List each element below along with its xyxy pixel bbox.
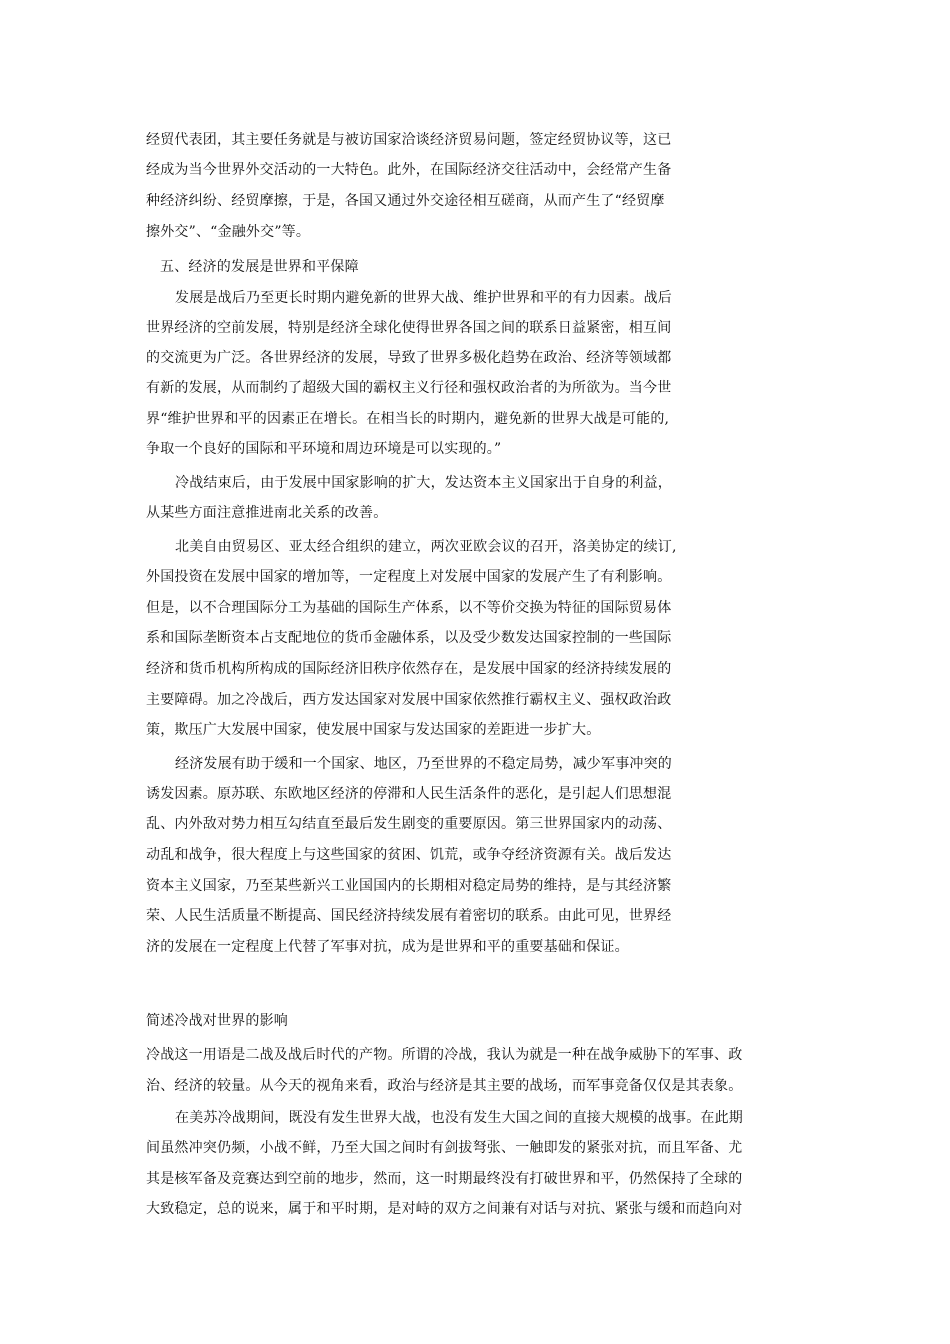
paragraph-line: 发展是战后乃至更长时期内避免新的世界大战、维护世界和平的有力因素。战后 (175, 290, 672, 306)
paragraph-line: 经济和货币机构所构成的国际经济旧秩序依然存在，是发展中国家的经济持续发展的 (146, 661, 672, 677)
paragraph-line: 在美苏冷战期间，既没有发生世界大战，也没有发生大国之间的直接大规模的战事。在此期 (175, 1110, 743, 1126)
paragraph-line: 外国投资在发展中国家的增加等，一定程度上对发展中国家的发展产生了有利影响。 (146, 569, 672, 585)
paragraph-line: 从某些方面注意推进南北关系的改善。 (146, 505, 388, 521)
paragraph-line: 乱、内外敌对势力相互勾结直至最后发生剧变的重要原因。第三世界国家内的动荡、 (146, 816, 672, 832)
paragraph-line: 冷战这一用语是二战及战后时代的产物。所谓的冷战，我认为就是一种在战争威胁下的军事、政 (146, 1047, 743, 1063)
paragraph-line: 大致稳定，总的说来，属于和平时期，是对峙的双方之间兼有对话与对抗、紧张与缓和而趋向对 (146, 1201, 743, 1217)
paragraph-line: 资本主义国家，乃至某些新兴工业国国内的长期相对稳定局势的维持，是与其经济繁 (146, 878, 672, 894)
paragraph-line: 系和国际垄断资本占支配地位的货币金融体系，以及受少数发达国家控制的一些国际 (146, 630, 672, 646)
paragraph-line: 治、经济的较量。从今天的视角来看，政治与经济是其主要的战场，而军事竞备仅仅是其表象。 (146, 1078, 743, 1094)
paragraph-line: 诱发因素。原苏联、东欧地区经济的停滞和人民生活条件的恶化，是引起人们思想混 (146, 786, 672, 802)
paragraph-line: 但是，以不合理国际分工为基础的国际生产体系，以不等价交换为特征的国际贸易体 (146, 600, 672, 616)
paragraph-line: 擦外交”、“金融外交”等。 (146, 224, 311, 240)
paragraph-line: 冷战结束后，由于发展中国家影响的扩大，发达资本主义国家出于自身的利益， (175, 475, 672, 491)
section-heading: 简述冷战对世界的影响 (146, 1013, 288, 1029)
paragraph-line: 界“维护世界和平的因素正在增长。在相当长的时期内，避免新的世界大战是可能的, (146, 411, 670, 427)
paragraph-line: 北美自由贸易区、亚太经合组织的建立，两次亚欧会议的召开，洛美协定的续订, (175, 539, 677, 555)
paragraph-line: 经济发展有助于缓和一个国家、地区，乃至世界的不稳定局势，减少军事冲突的 (175, 756, 672, 772)
paragraph-line: 主要障碍。加之冷战后，西方发达国家对发展中国家依然推行霸权主义、强权政治政 (146, 692, 672, 708)
paragraph-line: 经贸代表团，其主要任务就是与被访国家洽谈经济贸易问题，签定经贸协议等，这已 (146, 132, 672, 148)
section-heading: 五、经济的发展是世界和平保障 (160, 259, 359, 275)
paragraph-line: 有新的发展，从而制约了超级大国的霸权主义行径和强权政治者的为所欲为。当今世 (146, 380, 672, 396)
paragraph-line: 的交流更为广泛。各世界经济的发展，导致了世界多极化趋势在政治、经济等领域都 (146, 350, 672, 366)
paragraph-line: 荣、人民生活质量不断提高、国民经济持续发展有着密切的联系。由此可见，世界经 (146, 908, 672, 924)
paragraph-line: 经成为当今世界外交活动的一大特色。此外，在国际经济交往活动中，会经常产生备 (146, 162, 672, 178)
paragraph-line: 间虽然冲突仍频，小战不鲜，乃至大国之间时有剑拔弩张、一触即发的紧张对抗，而且军备、尤 (146, 1140, 743, 1156)
paragraph-line: 策，欺压广大发展中国家，使发展中国家与发达国家的差距进一步扩大。 (146, 722, 601, 738)
paragraph-line: 其是核军备及竞赛达到空前的地步，然而，这一时期最终没有打破世界和平，仍然保持了全球的 (146, 1171, 743, 1187)
paragraph-line: 种经济纠纷、经贸摩擦，于是，各国又通过外交途径相互磋商，从而产生了“经贸摩 (146, 193, 665, 209)
paragraph-line: 世界经济的空前发展，特别是经济全球化使得世界各国之间的联系日益紧密，相互间 (146, 320, 672, 336)
paragraph-line: 济的发展在一定程度上代替了军事对抗，成为是世界和平的重要基础和保证。 (146, 939, 629, 955)
paragraph-line: 动乱和战争，很大程度上与这些国家的贫困、饥荒，或争夺经济资源有关。战后发达 (146, 847, 672, 863)
paragraph-line: 争取一个良好的国际和平环境和周边环境是可以实现的。” (146, 441, 502, 457)
